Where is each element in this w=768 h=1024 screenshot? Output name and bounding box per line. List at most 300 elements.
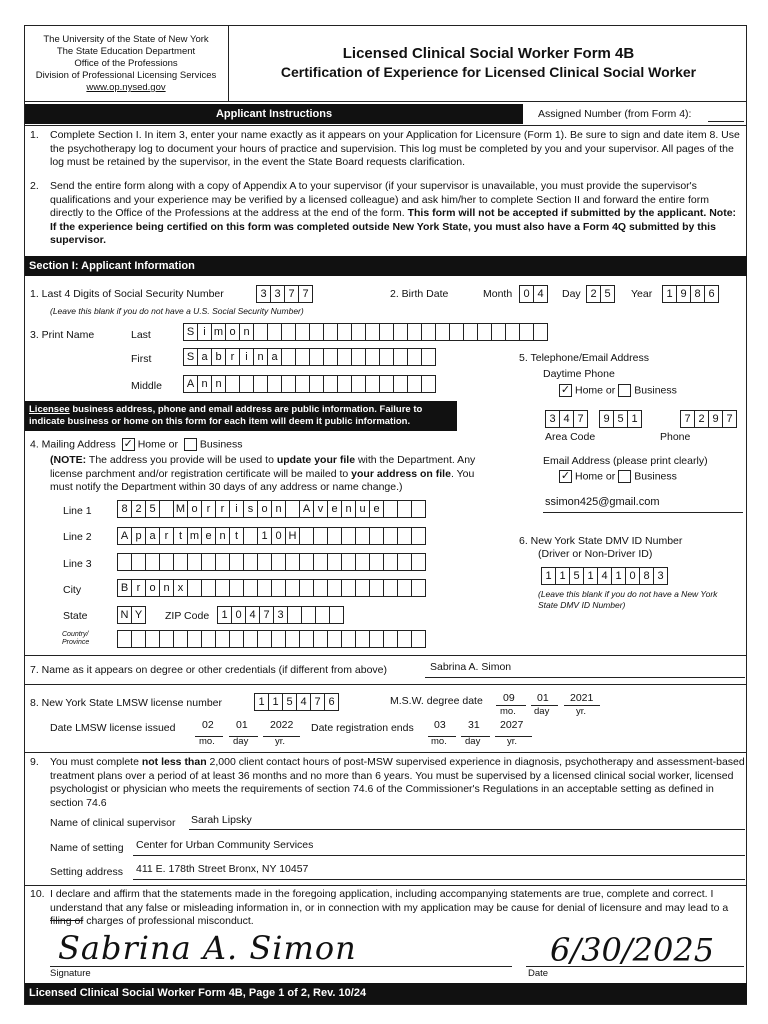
char-box[interactable] [323, 323, 338, 341]
char-box[interactable] [393, 348, 408, 366]
char-box[interactable]: 7 [680, 410, 695, 428]
char-box[interactable]: r [225, 348, 240, 366]
char-box[interactable]: 1 [627, 410, 642, 428]
char-box[interactable]: a [145, 527, 160, 545]
char-box[interactable] [341, 579, 356, 597]
char-box[interactable] [351, 375, 366, 393]
reg-yr-sub: yr. [507, 736, 518, 747]
signature-label: Signature [50, 968, 91, 979]
char-box[interactable] [327, 553, 342, 571]
char-box[interactable]: 9 [676, 285, 691, 303]
char-box[interactable] [411, 630, 426, 648]
char-box[interactable]: 7 [298, 285, 313, 303]
assigned-number-field[interactable] [708, 110, 744, 122]
char-box[interactable] [329, 606, 344, 624]
char-box[interactable] [229, 579, 244, 597]
char-box[interactable] [411, 500, 426, 518]
phone-sublabel: Phone [660, 431, 691, 443]
reg-ends-label: Date registration ends [311, 722, 414, 734]
address-line2-boxes[interactable] [117, 527, 426, 545]
char-box[interactable] [341, 527, 356, 545]
char-box[interactable] [379, 348, 394, 366]
agency-block [24, 25, 229, 101]
zip-label: ZIP Code [165, 610, 210, 622]
msw-day[interactable]: 01 [537, 692, 549, 704]
char-box[interactable] [187, 553, 202, 571]
setting-value[interactable]: Center for Urban Community Services [136, 839, 314, 851]
char-box[interactable] [397, 579, 412, 597]
address-line1-boxes[interactable] [117, 500, 426, 518]
char-box[interactable] [201, 630, 216, 648]
char-box[interactable]: 4 [245, 606, 260, 624]
issued-label: Date LMSW license issued [50, 722, 176, 734]
char-box[interactable]: B [117, 579, 132, 597]
char-box[interactable]: o [145, 579, 160, 597]
char-box[interactable]: 8 [117, 500, 132, 518]
char-box[interactable] [369, 527, 384, 545]
birth-month-boxes[interactable] [519, 285, 548, 303]
last-name-boxes[interactable] [183, 323, 548, 341]
char-box[interactable]: b [211, 348, 226, 366]
char-box[interactable] [533, 323, 548, 341]
country-label: Country/ Province [62, 631, 90, 646]
char-box[interactable]: n [197, 375, 212, 393]
char-box[interactable]: 1 [611, 567, 626, 585]
char-box[interactable] [271, 553, 286, 571]
char-box[interactable] [299, 553, 314, 571]
phone-home-checkbox[interactable]: ✓ [560, 384, 571, 396]
char-box[interactable] [309, 348, 324, 366]
dmv-boxes[interactable] [541, 567, 668, 585]
instructions-heading: Applicant Instructions [25, 104, 523, 124]
char-box[interactable] [435, 323, 450, 341]
char-box[interactable] [327, 630, 342, 648]
char-box[interactable] [187, 630, 202, 648]
char-box[interactable] [285, 579, 300, 597]
char-box[interactable]: 0 [231, 606, 246, 624]
char-box[interactable]: S [183, 323, 198, 341]
char-box[interactable] [393, 375, 408, 393]
item7-value[interactable]: Sabrina A. Simon [430, 661, 512, 673]
char-box[interactable]: 0 [625, 567, 640, 585]
char-box[interactable] [159, 500, 174, 518]
phone-business-checkbox[interactable] [618, 384, 631, 397]
area-code-boxes[interactable] [545, 410, 588, 428]
char-box[interactable] [287, 606, 302, 624]
char-box[interactable]: A [299, 500, 314, 518]
char-box[interactable] [337, 348, 352, 366]
char-box[interactable] [315, 606, 330, 624]
char-box[interactable]: 8 [690, 285, 705, 303]
char-box[interactable]: 1 [555, 567, 570, 585]
char-box[interactable] [145, 553, 160, 571]
char-box[interactable]: 5 [145, 500, 160, 518]
char-box[interactable] [281, 323, 296, 341]
char-box[interactable]: 6 [324, 693, 339, 711]
char-box[interactable] [355, 527, 370, 545]
phone-line-boxes[interactable] [680, 410, 737, 428]
line3-label: Line 3 [63, 558, 92, 570]
char-box[interactable] [449, 323, 464, 341]
address-value[interactable]: 411 E. 178th Street Bronx, NY 10457 [136, 863, 309, 875]
item10-text: I declare and affirm that the statements made in the foregoing application, including accompanying statements are true, complete and correct. I understand that any false or misleading information in, or in connection with my application may be cause for denial of licensure and may lead to a filing of charges of professional misconduct. [50, 888, 729, 927]
mailing-home-checkbox[interactable]: ✓ [123, 438, 133, 450]
char-box[interactable]: 7 [573, 410, 588, 428]
char-box[interactable] [421, 323, 436, 341]
char-box[interactable] [173, 630, 188, 648]
char-box[interactable] [383, 527, 398, 545]
char-box[interactable] [117, 553, 132, 571]
instruction-item-1: Complete Section I. In item 3, enter your name exactly as it appears on your Application for Licensure (Form 1). Be sure to sign and date item 8. Use the psychotherapy log to document your hours of practice and supervision. This log must be completed by you and your supervisor. All pages of the log must be retained by the supervisor, in the event the State Board requests clarification. [50, 129, 740, 168]
char-box[interactable] [337, 323, 352, 341]
char-box[interactable] [369, 630, 384, 648]
char-box[interactable] [117, 630, 132, 648]
city-boxes[interactable] [117, 579, 426, 597]
char-box[interactable]: 5 [613, 410, 628, 428]
middle-name-boxes[interactable] [183, 375, 436, 393]
char-box[interactable] [323, 348, 338, 366]
char-box[interactable]: 3 [256, 285, 271, 303]
char-box[interactable]: i [239, 348, 254, 366]
char-box[interactable]: p [131, 527, 146, 545]
instruction-num: 1. [30, 129, 39, 141]
char-box[interactable] [383, 500, 398, 518]
line1-label: Line 1 [63, 505, 92, 517]
char-box[interactable]: m [211, 323, 226, 341]
char-box[interactable] [383, 553, 398, 571]
char-box[interactable]: 9 [708, 410, 723, 428]
char-box[interactable] [215, 579, 230, 597]
char-box[interactable]: 1 [257, 527, 272, 545]
birth-day-boxes[interactable] [586, 285, 615, 303]
char-box[interactable]: n [211, 375, 226, 393]
msw-month[interactable]: 09 [503, 692, 515, 704]
char-box[interactable]: e [201, 527, 216, 545]
dmv-label-2: (Driver or Non-Driver ID) [538, 548, 653, 560]
char-box[interactable] [229, 630, 244, 648]
item9-text: You must complete not less than 2,000 client contact hours of post-MSW supervised experience in diagnosis, psychotherapy and assessment-based treatment plans over a period of at least 36 months and no more than 6 years. You must be supervised by a licensed clinical social worker, licensed psychologist or physician who meets the requirements of section 74.6 of the Commissioner's Regulations in an acceptable setting as defined in section 74.6 [50, 756, 745, 809]
char-box[interactable] [379, 375, 394, 393]
char-box[interactable]: 5 [600, 285, 615, 303]
char-box[interactable] [145, 630, 160, 648]
char-box[interactable]: r [159, 527, 174, 545]
char-box[interactable]: 6 [704, 285, 719, 303]
char-box[interactable] [173, 553, 188, 571]
birth-date-label: 2. Birth Date [390, 288, 449, 300]
char-box[interactable] [253, 323, 268, 341]
char-box[interactable]: 4 [597, 567, 612, 585]
char-box[interactable]: i [229, 500, 244, 518]
state-boxes[interactable] [117, 606, 146, 624]
reg-year[interactable]: 2027 [500, 719, 524, 731]
reg-month[interactable]: 03 [434, 719, 446, 731]
char-box[interactable] [355, 579, 370, 597]
char-box[interactable] [225, 375, 240, 393]
char-box[interactable] [365, 375, 380, 393]
char-box[interactable] [309, 375, 324, 393]
char-box[interactable]: 7 [310, 693, 325, 711]
char-box[interactable] [299, 630, 314, 648]
char-box[interactable] [215, 553, 230, 571]
char-box[interactable]: t [229, 527, 244, 545]
char-box[interactable]: N [117, 606, 132, 624]
char-box[interactable] [131, 630, 146, 648]
char-box[interactable] [327, 527, 342, 545]
char-box[interactable] [463, 323, 478, 341]
char-box[interactable]: S [183, 348, 198, 366]
char-box[interactable]: i [197, 323, 212, 341]
char-box[interactable] [407, 323, 422, 341]
char-box[interactable]: 1 [662, 285, 677, 303]
lmsw-boxes[interactable] [254, 693, 339, 711]
char-box[interactable] [365, 348, 380, 366]
char-box[interactable] [271, 630, 286, 648]
char-box[interactable] [323, 375, 338, 393]
char-box[interactable]: 2 [131, 500, 146, 518]
char-box[interactable] [393, 323, 408, 341]
char-box[interactable]: s [243, 500, 258, 518]
year-label: Year [631, 288, 653, 300]
char-box[interactable] [243, 553, 258, 571]
char-box[interactable] [243, 579, 258, 597]
ssn-label: 1. Last 4 Digits of Social Security Number [30, 288, 224, 300]
email-value[interactable]: ssimon425@gmail.com [545, 496, 660, 508]
char-box[interactable]: n [271, 500, 286, 518]
char-box[interactable]: 3 [545, 410, 560, 428]
char-box[interactable] [477, 323, 492, 341]
char-box[interactable] [271, 579, 286, 597]
char-box[interactable] [351, 348, 366, 366]
agency-line: Division of Professional Licensing Services [35, 70, 217, 81]
char-box[interactable] [397, 630, 412, 648]
char-box[interactable] [257, 630, 272, 648]
char-box[interactable]: r [215, 500, 230, 518]
char-box[interactable]: A [117, 527, 132, 545]
char-box[interactable]: M [173, 500, 188, 518]
char-box[interactable]: 1 [254, 693, 269, 711]
char-box[interactable] [285, 630, 300, 648]
instruction-num: 2. [30, 180, 39, 192]
char-box[interactable] [505, 323, 520, 341]
char-box[interactable] [491, 323, 506, 341]
char-box[interactable] [421, 348, 436, 366]
char-box[interactable] [295, 348, 310, 366]
msw-year[interactable]: 2021 [570, 692, 594, 704]
email-type-row: ✓ Home or Business [560, 470, 677, 483]
char-box[interactable]: a [197, 348, 212, 366]
char-box[interactable]: r [201, 500, 216, 518]
char-box[interactable]: o [187, 500, 202, 518]
char-box[interactable] [285, 553, 300, 571]
signature-date[interactable]: 6/30/2025 [550, 931, 715, 969]
char-box[interactable]: n [253, 348, 268, 366]
char-box[interactable] [159, 553, 174, 571]
char-box[interactable] [299, 527, 314, 545]
char-box[interactable] [131, 553, 146, 571]
address-line3-boxes[interactable] [117, 553, 426, 571]
agency-line: Office of the Professions [74, 58, 178, 69]
footer: Licensed Clinical Social Worker Form 4B, Page 1 of 2, Rev. 10/24 [25, 983, 747, 1004]
char-box[interactable] [407, 375, 422, 393]
char-box[interactable] [397, 527, 412, 545]
char-box[interactable] [267, 323, 282, 341]
char-box[interactable] [229, 553, 244, 571]
char-box[interactable] [253, 375, 268, 393]
char-box[interactable]: 2 [586, 285, 601, 303]
char-box[interactable] [337, 375, 352, 393]
char-box[interactable]: 4 [559, 410, 574, 428]
char-box[interactable] [267, 375, 282, 393]
signature-image: Sabrina A. Simon [58, 929, 357, 967]
char-box[interactable]: o [257, 500, 272, 518]
char-box[interactable]: H [285, 527, 300, 545]
website-link[interactable]: www.op.nysed.gov [86, 82, 166, 93]
char-box[interactable] [383, 630, 398, 648]
char-box[interactable] [369, 579, 384, 597]
item9-num: 9. [30, 756, 39, 768]
char-box[interactable]: o [225, 323, 240, 341]
char-box[interactable]: 7 [259, 606, 274, 624]
char-box[interactable] [519, 323, 534, 341]
char-box[interactable]: A [183, 375, 198, 393]
char-box[interactable]: r [131, 579, 146, 597]
char-box[interactable]: 1 [217, 606, 232, 624]
char-box[interactable]: 3 [270, 285, 285, 303]
char-box[interactable] [295, 375, 310, 393]
char-box[interactable]: 5 [282, 693, 297, 711]
char-box[interactable] [187, 579, 202, 597]
char-box[interactable]: a [267, 348, 282, 366]
line2-label: Line 2 [63, 531, 92, 543]
char-box[interactable]: 1 [583, 567, 598, 585]
phone-prefix-boxes[interactable] [599, 410, 642, 428]
char-box[interactable] [299, 579, 314, 597]
char-box[interactable]: 5 [569, 567, 584, 585]
char-box[interactable] [281, 348, 296, 366]
email-home-checkbox[interactable]: ✓ [560, 470, 571, 482]
char-box[interactable]: n [159, 579, 174, 597]
char-box[interactable] [201, 579, 216, 597]
mailing-business-checkbox[interactable] [184, 438, 197, 451]
char-box[interactable]: u [355, 500, 370, 518]
birth-year-boxes[interactable] [662, 285, 719, 303]
char-box[interactable] [243, 527, 258, 545]
char-box[interactable]: 7 [722, 410, 737, 428]
char-box[interactable]: 3 [273, 606, 288, 624]
issued-year[interactable]: 2022 [270, 719, 294, 731]
char-box[interactable]: n [215, 527, 230, 545]
char-box[interactable] [313, 579, 328, 597]
char-box[interactable]: t [173, 527, 188, 545]
issued-mo-sub: mo. [199, 736, 215, 747]
char-box[interactable] [159, 630, 174, 648]
char-box[interactable] [285, 500, 300, 518]
char-box[interactable] [383, 579, 398, 597]
char-box[interactable] [341, 553, 356, 571]
char-box[interactable] [421, 375, 436, 393]
char-box[interactable] [295, 323, 310, 341]
char-box[interactable] [215, 630, 230, 648]
char-box[interactable] [327, 579, 342, 597]
char-box[interactable] [257, 553, 272, 571]
char-box[interactable] [355, 630, 370, 648]
char-box[interactable]: 0 [271, 527, 286, 545]
char-box[interactable] [313, 630, 328, 648]
char-box[interactable]: 8 [639, 567, 654, 585]
char-box[interactable] [411, 579, 426, 597]
state-label: State [63, 610, 88, 622]
first-name-boxes[interactable] [183, 348, 436, 366]
char-box[interactable]: 9 [599, 410, 614, 428]
char-box[interactable]: 3 [653, 567, 668, 585]
msw-mo-sub: mo. [500, 706, 516, 717]
char-box[interactable]: n [341, 500, 356, 518]
char-box[interactable] [243, 630, 258, 648]
char-box[interactable]: x [173, 579, 188, 597]
reg-day[interactable]: 31 [468, 719, 480, 731]
char-box[interactable]: m [187, 527, 202, 545]
char-box[interactable] [411, 553, 426, 571]
char-box[interactable]: 4 [296, 693, 311, 711]
char-box[interactable]: v [313, 500, 328, 518]
email-business-checkbox[interactable] [618, 470, 631, 483]
char-box[interactable] [365, 323, 380, 341]
char-box[interactable]: 4 [533, 285, 548, 303]
char-box[interactable] [309, 323, 324, 341]
last-name-label: Last [131, 329, 151, 341]
char-box[interactable]: Y [131, 606, 146, 624]
char-box[interactable] [239, 375, 254, 393]
char-box[interactable] [201, 553, 216, 571]
char-box[interactable] [397, 500, 412, 518]
month-label: Month [483, 288, 513, 300]
char-box[interactable]: n [239, 323, 254, 341]
country-boxes[interactable] [117, 630, 426, 648]
char-box[interactable] [257, 579, 272, 597]
char-box[interactable] [379, 323, 394, 341]
char-box[interactable]: e [369, 500, 384, 518]
form-title: Licensed Clinical Social Worker Form 4B [342, 45, 635, 62]
char-box[interactable] [281, 375, 296, 393]
address-label: Setting address [50, 866, 123, 878]
char-box[interactable] [341, 630, 356, 648]
issued-day-sub: day [233, 736, 249, 747]
char-box[interactable] [411, 527, 426, 545]
char-box[interactable] [397, 553, 412, 571]
day-label: Day [562, 288, 581, 300]
char-box[interactable]: 0 [519, 285, 534, 303]
char-box[interactable] [313, 527, 328, 545]
char-box[interactable] [355, 553, 370, 571]
char-box[interactable]: 7 [284, 285, 299, 303]
zip-boxes[interactable] [217, 606, 344, 624]
char-box[interactable]: 2 [694, 410, 709, 428]
char-box[interactable]: e [327, 500, 342, 518]
char-box[interactable]: 1 [541, 567, 556, 585]
char-box[interactable] [313, 553, 328, 571]
issued-month[interactable]: 02 [202, 719, 214, 731]
char-box[interactable]: 1 [268, 693, 283, 711]
issued-day[interactable]: 01 [236, 719, 248, 731]
dmv-label: 6. New York State DMV ID Number [519, 535, 683, 547]
ssn-boxes[interactable] [256, 285, 313, 303]
supervisor-value[interactable]: Sarah Lipsky [191, 814, 252, 826]
char-box[interactable] [351, 323, 366, 341]
char-box[interactable] [301, 606, 316, 624]
char-box[interactable] [407, 348, 422, 366]
char-box[interactable] [369, 553, 384, 571]
phone-email-label: 5. Telephone/Email Address [519, 352, 649, 364]
